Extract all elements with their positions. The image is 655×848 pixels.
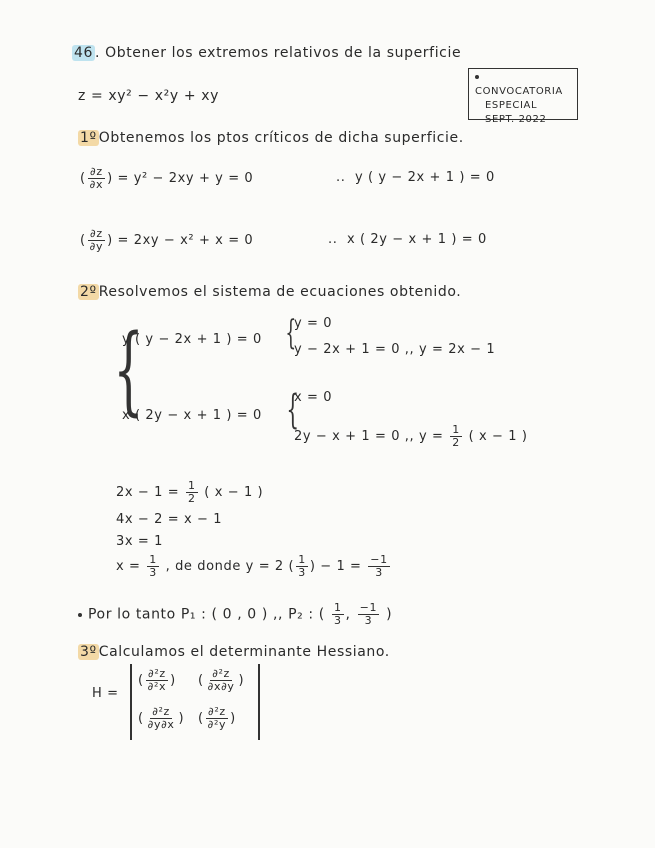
bullet-icon xyxy=(78,613,82,617)
step-1-text: Obtenemos los ptos críticos de dicha superficie. xyxy=(98,130,464,146)
hessian-a22: ( $\frac{\text{∂²z}}{\text{∂²y}}$ ) xyxy=(198,705,236,731)
box-line-1: CONVOCATORIA xyxy=(475,86,563,97)
step-3-text: Calculamos el determinante Hessiano. xyxy=(98,644,390,660)
critical-points: Por lo tanto P₁ : ( 0 , 0 ) ,, P₂ : ( $\frac{1}{3}$ , $\frac{-1}{3}$ ) xyxy=(78,602,392,627)
hessian-label: H = xyxy=(92,686,119,701)
system-eq-2-case-a: x = 0 xyxy=(294,390,333,405)
y-value-fraction: $\frac{-1}{3}$ xyxy=(370,553,388,579)
partial-y-rhs: = 2xy − x² + x = 0 xyxy=(117,233,254,248)
partial-x-factored-text: y ( y − 2x + 1 ) = 0 xyxy=(354,170,495,185)
system-eq-1: y ( y − 2x + 1 ) = 0 xyxy=(122,332,262,347)
partial-x-fraction: $\frac{\partial z}{\partial x}$ xyxy=(89,165,104,191)
solve-line-1: 2x − 1 = $\frac{1}{2}$ ( x − 1 ) xyxy=(116,479,264,505)
step-3-number: 3º xyxy=(80,644,97,660)
box-line-2: ESPECIAL xyxy=(485,100,538,111)
system-eq-1-case-b: y − 2x + 1 = 0 ,, y = 2x − 1 xyxy=(294,342,496,357)
determinant-right-bar xyxy=(258,664,260,740)
problem-statement: . Obtener los extremos relativos de la superficie xyxy=(95,45,462,61)
problem-number: 46 xyxy=(74,45,94,61)
partial-x-factored: .. y ( y − 2x + 1 ) = 0 xyxy=(336,170,495,185)
system-eq-2-brace-icon: { xyxy=(286,387,300,433)
partial-x-equation: ( $\frac{\partial z}{\partial x}$ ) = y² − 2xy + y = 0 xyxy=(80,165,254,191)
hessian-a12: ( $\frac{\text{∂²z}}{\partial x\partial y}$ ) xyxy=(198,667,245,693)
partial-x-rhs: = y² − 2xy + y = 0 xyxy=(117,171,254,186)
determinant-left-bar xyxy=(130,664,132,740)
hessian-a21: ( $\frac{\text{∂²z}}{\partial y\partial x}$ ) xyxy=(138,705,185,731)
x-value-fraction: $\frac{1}{3}$ xyxy=(149,553,157,579)
system-eq-1-case-a: y = 0 xyxy=(294,316,333,331)
exam-session-box xyxy=(468,68,578,125)
step-1-heading xyxy=(78,130,464,146)
system-eq-1-brace-icon: { xyxy=(285,313,297,353)
partial-y-fraction: $\frac{\partial z}{\partial y}$ xyxy=(89,227,104,253)
solve-line-4: x = $\frac{1}{3}$ , de donde y = 2 ( $\frac{1}{3}$ ) − 1 = $\frac{-1}{3}$ xyxy=(116,553,388,579)
partial-y-factored-text: x ( 2y − x + 1 ) = 0 xyxy=(346,232,487,247)
problem-title xyxy=(72,45,461,61)
system-brace-icon: { xyxy=(113,314,144,426)
solve-line-3: 3x = 1 xyxy=(116,534,163,549)
bullet-icon xyxy=(475,75,479,79)
p2-x-fraction: $\frac{1}{3}$ xyxy=(333,601,342,627)
solve-line-1-fraction: $\frac{1}{2}$ xyxy=(187,479,196,505)
inner-fraction: $\frac{1}{3}$ xyxy=(298,553,306,579)
system-eq-2-case-b: 2y − x + 1 = 0 ,, y = $\frac{1}{2}$ ( x − 1 ) xyxy=(294,423,528,449)
step-2-number: 2º xyxy=(80,284,97,300)
system-eq-2-fraction: $\frac{1}{2}$ xyxy=(452,423,460,449)
p2-y-fraction: $\frac{-1}{3}$ xyxy=(359,601,378,627)
function-definition: z = xy² − x²y + xy xyxy=(78,88,219,104)
step-1-number: 1º xyxy=(80,130,97,146)
partial-y-factored: .. x ( 2y − x + 1 ) = 0 xyxy=(328,232,487,247)
step-2-heading xyxy=(78,284,461,300)
hessian-a11: ( $\frac{\text{∂²z}}{\text{∂²x}}$ ) xyxy=(138,667,176,693)
system-eq-2: x ( 2y − x + 1 ) = 0 xyxy=(122,408,262,423)
step-2-text: Resolvemos el sistema de ecuaciones obtenido. xyxy=(98,284,462,300)
box-line-3: SEPT. 2022 xyxy=(485,114,547,125)
step-3-heading xyxy=(78,644,390,660)
partial-y-equation: ( $\frac{\partial z}{\partial y}$ ) = 2xy − x² + x = 0 xyxy=(80,227,254,253)
solve-line-2: 4x − 2 = x − 1 xyxy=(116,512,223,527)
